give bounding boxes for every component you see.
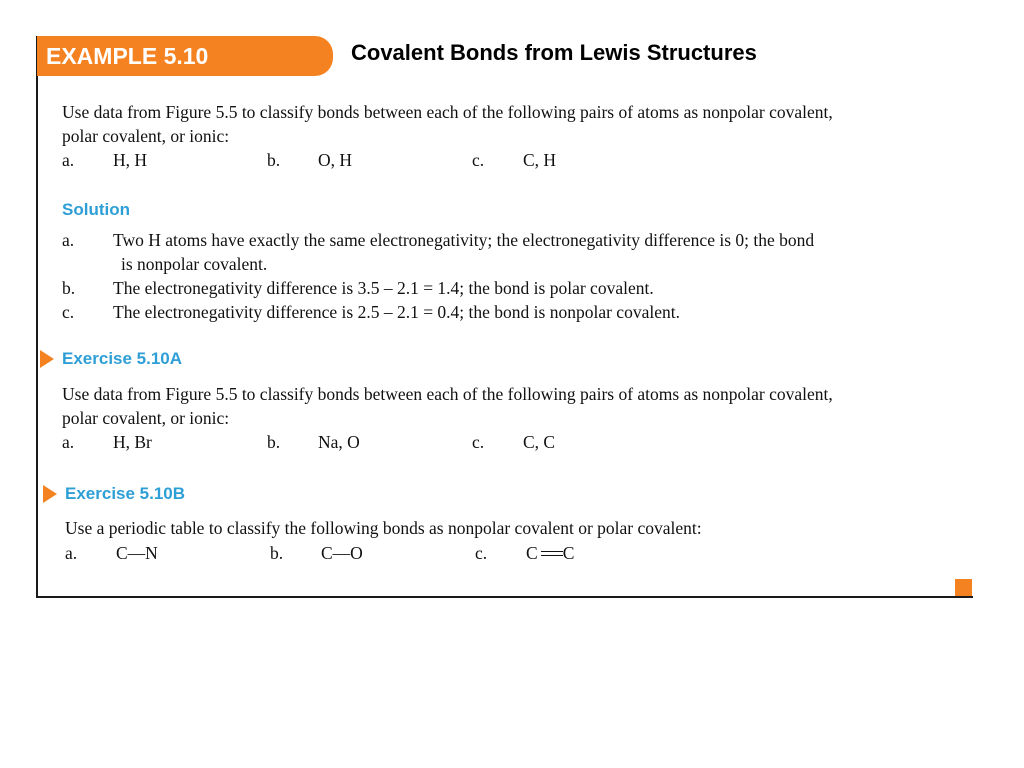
option-text: C, C	[523, 432, 556, 452]
solution-item-b	[62, 276, 962, 300]
solution-text: The electronegativity difference is 3.5 – 2.1 = 1.4; the bond is polar covalent.	[113, 278, 654, 298]
problem-line-2: polar covalent, or ionic:	[62, 126, 230, 146]
exercise-b-line-1: Use a periodic table to classify the following bonds as nonpolar covalent or polar covalent:	[65, 518, 702, 538]
solution-text: Two H atoms have exactly the same electronegativity; the electronegativity difference is 0; the bond	[113, 230, 815, 250]
atom-right: C	[562, 543, 575, 563]
option-letter: b.	[270, 543, 284, 563]
solution-letter: b.	[62, 278, 76, 298]
corner-square-icon	[955, 579, 972, 596]
exercise-a-heading: Exercise 5.10A	[62, 349, 183, 368]
exercise-arrow-icon	[40, 350, 54, 368]
double-bond-formula	[526, 541, 574, 565]
example-tab: EXAMPLE 5.10	[37, 36, 333, 76]
atom-left: C	[526, 543, 538, 563]
solution-heading: Solution	[62, 200, 130, 219]
option-text: C—O	[321, 543, 363, 563]
problem-line-1: Use data from Figure 5.5 to classify bonds between each of the following pairs of atoms as nonpolar covalent,	[62, 102, 833, 122]
exercise-a-options	[62, 430, 662, 454]
option-text: O, H	[318, 150, 353, 170]
exercise-a-line-1: Use data from Figure 5.5 to classify bonds between each of the following pairs of atoms as nonpolar covalent,	[62, 384, 833, 404]
exercise-a-line-2: polar covalent, or ionic:	[62, 408, 230, 428]
option-text: C, H	[523, 150, 557, 170]
solution-text: The electronegativity difference is 2.5 – 2.1 = 0.4; the bond is nonpolar covalent.	[113, 302, 680, 322]
option-letter: c.	[472, 432, 485, 452]
solution-item-a	[62, 228, 962, 252]
option-letter: a.	[62, 432, 75, 452]
exercise-b-heading: Exercise 5.10B	[65, 484, 186, 503]
exercise-b-options	[65, 541, 665, 565]
double-bond-icon	[541, 549, 563, 559]
solution-text-continued: is nonpolar covalent.	[121, 254, 268, 274]
option-text: H, Br	[113, 432, 152, 452]
option-letter: c.	[475, 543, 488, 563]
page-title: Covalent Bonds from Lewis Structures	[351, 40, 757, 65]
option-letter: a.	[65, 543, 78, 563]
option-letter: a.	[62, 150, 75, 170]
option-text: Na, O	[318, 432, 360, 452]
exercise-arrow-icon	[43, 485, 57, 503]
solution-letter: c.	[62, 302, 75, 322]
option-letter: c.	[472, 150, 485, 170]
option-letter: b.	[267, 432, 281, 452]
option-text: C—N	[116, 543, 158, 563]
option-text: H, H	[113, 150, 148, 170]
option-letter: b.	[267, 150, 281, 170]
problem-options	[62, 148, 662, 172]
solution-item-c	[62, 300, 962, 324]
solution-letter: a.	[62, 230, 75, 250]
